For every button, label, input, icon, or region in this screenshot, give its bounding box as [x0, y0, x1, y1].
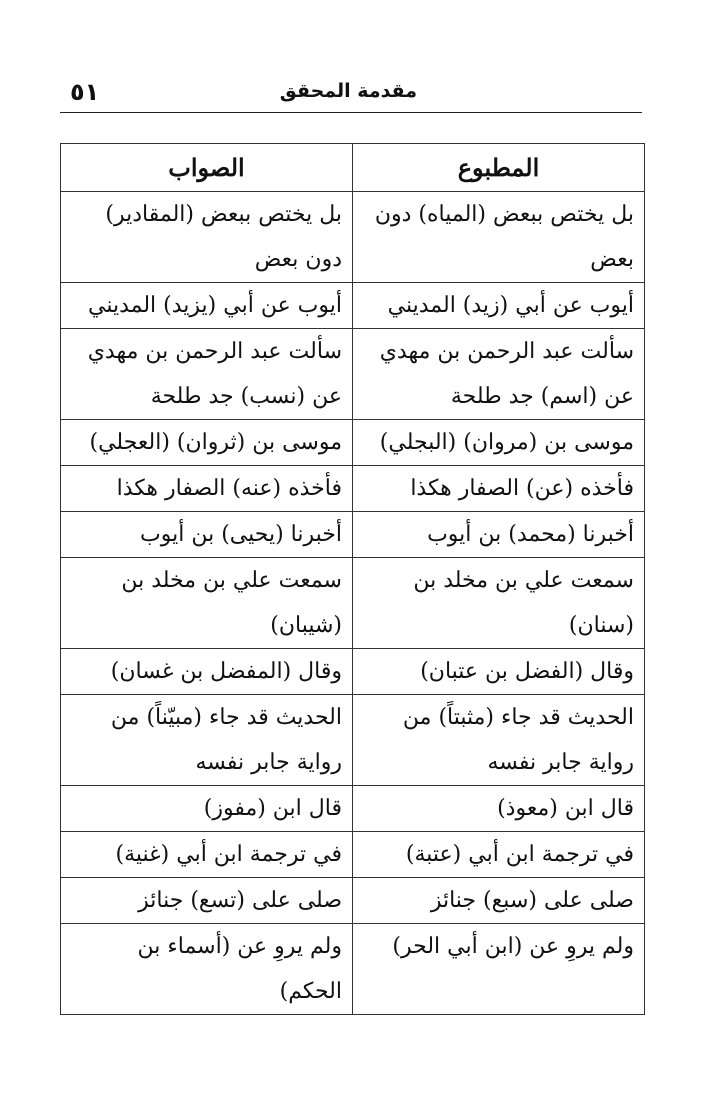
- corrections-table: [60, 143, 645, 1015]
- table-row: [61, 283, 645, 329]
- correct-cell: في ترجمة ابن أبي (غنية): [61, 832, 353, 878]
- table-row: [61, 695, 645, 786]
- printed-cell: أيوب عن أبي (زيد) المديني: [353, 283, 645, 329]
- correct-cell: صلى على (تسع) جنائز: [61, 878, 353, 924]
- printed-cell: صلى على (سبع) جنائز: [353, 878, 645, 924]
- printed-cell: موسى بن (مروان) (البجلي): [353, 420, 645, 466]
- printed-cell: أخبرنا (محمد) بن أيوب: [353, 512, 645, 558]
- table-row: [61, 786, 645, 832]
- correct-cell: أيوب عن أبي (يزيد) المديني: [61, 283, 353, 329]
- page-header: [60, 80, 642, 110]
- page-number: ٥١: [70, 78, 100, 106]
- correct-cell: موسى بن (ثروان) (العجلي): [61, 420, 353, 466]
- header-rule: [60, 112, 642, 113]
- table-row: [61, 832, 645, 878]
- correct-cell: سمعت علي بن مخلد بن (شيبان): [61, 558, 353, 649]
- table-row: [61, 512, 645, 558]
- correct-cell: سألت عبد الرحمن بن مهدي عن (نسب) جد طلحة: [61, 329, 353, 420]
- page-title: مقدمة المحقق: [279, 80, 417, 102]
- printed-cell: في ترجمة ابن أبي (عتبة): [353, 832, 645, 878]
- printed-cell: بل يختص ببعض (المياه) دون بعض: [353, 192, 645, 283]
- printed-cell: سألت عبد الرحمن بن مهدي عن (اسم) جد طلحة: [353, 329, 645, 420]
- correct-cell: قال ابن (مفوز): [61, 786, 353, 832]
- column-header-correct: الصواب: [61, 144, 353, 192]
- correct-cell: الحديث قد جاء (مبيّناً) من رواية جابر نفسه: [61, 695, 353, 786]
- printed-cell: قال ابن (معوذ): [353, 786, 645, 832]
- correct-cell: أخبرنا (يحيى) بن أيوب: [61, 512, 353, 558]
- printed-cell: الحديث قد جاء (مثبتاً) من رواية جابر نفسه: [353, 695, 645, 786]
- table-row: [61, 466, 645, 512]
- table-row: [61, 329, 645, 420]
- table-row: [61, 192, 645, 283]
- correct-cell: فأخذه (عنه) الصفار هكذا: [61, 466, 353, 512]
- printed-cell: فأخذه (عن) الصفار هكذا: [353, 466, 645, 512]
- table-row: [61, 558, 645, 649]
- printed-cell: ولم يروِ عن (ابن أبي الحر): [353, 924, 645, 1015]
- printed-cell: سمعت علي بن مخلد بن (سنان): [353, 558, 645, 649]
- table-row: [61, 924, 645, 1015]
- table-row: [61, 420, 645, 466]
- column-header-printed: المطبوع: [353, 144, 645, 192]
- correct-cell: ولم يروِ عن (أسماء بن الحكم): [61, 924, 353, 1015]
- printed-cell: وقال (الفضل بن عتبان): [353, 649, 645, 695]
- table-header-row: [61, 144, 645, 192]
- correct-cell: بل يختص ببعض (المقادير) دون بعض: [61, 192, 353, 283]
- table-row: [61, 878, 645, 924]
- table-row: [61, 649, 645, 695]
- correct-cell: وقال (المفضل بن غسان): [61, 649, 353, 695]
